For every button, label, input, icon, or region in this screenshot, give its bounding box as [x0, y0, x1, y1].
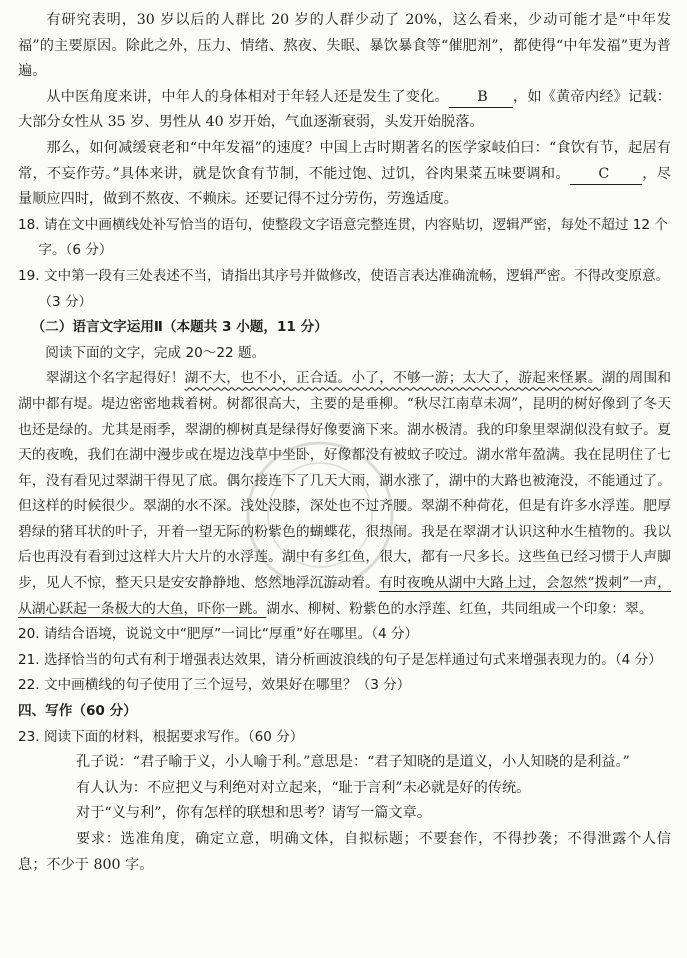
material-confucius-quote: 孔子说：“君子喻于义，小人喻于利。”意思是：“君子知晓的是道义，小人知晓的是利益。” — [76, 754, 630, 771]
blank-b: B — [449, 87, 513, 108]
paragraph-3-text-a: 那么，如何减缓衰老和“中年发福”的速度？中国上古时期著名的医学家岐伯曰：“食饮有节，起居有常，不妄作劳。”具体来讲，就是饮食有节制，不能过饱、过饥，谷肉果菜五味要调和。 — [18, 139, 671, 182]
paragraph-2-text-b: ，如《黄帝内经》记载：大部分女性从 35 岁、男性从 40 岁开始，气血逐渐衰弱，头发开始脱落。 — [18, 88, 671, 131]
passage-end: 湖水、柳树、粉紫色的水浮莲、红鱼，共同组成一个印象：翠。 — [266, 600, 653, 617]
question-18: 18. 请在文中画横线处补写恰当的语句，使整段文字语意完整连贯，内容贴切，逻辑严密，每处不超过 12 个字。（6 分） — [18, 216, 669, 259]
passage-middle: 湖的周围和湖中都有堤。堤边密密地栽着树。树都很高大，主要的是垂柳。“秋尽江南草未凋”，昆明的树好像到了冬天也还是绿的。尤其是雨季，翠湖的柳树真是绿得好像要滴下来。湖水极清。我的印象里翠湖似没有蚊子。夏天的夜晚，我们在湖中漫步或在堤边浅草中坐卧，好像都没有被蚊子咬过。湖水常年盈满。我在昆明住了七年，没有看见过翠湖干得见了底。偶尔接连下了几天大雨，湖水涨了，湖中的大路也被淹没，不能通过了。但这样的时候很少。翠湖的水不深。浅处没膝，深处也不过齐腰。翠湖不种荷花，但是有许多水浮莲。肥厚碧绿的猪耳状的叶子，开着一望无际的粉紫色的蝴蝶花，很热闹。我是在翠湖才认识这种水生植物的。我以后也再没有看到过这样大片大片的水浮莲。湖中有多红鱼，很大，都有一尺多长。这些鱼已经习惯于人声脚步，见人不惊，整天只是安安静静地、悠然地浮沉游动着。 — [18, 370, 672, 592]
cuihu-passage — [18, 366, 671, 622]
question-20: 20. 请结合语境，说说文中“肥厚”一词比“厚重”好在哪里。（4 分） — [18, 626, 419, 643]
wavy-underlined-sentence: 湖不大，也不小，正合适。小了，不够一游；太大了，游起来怪累。 — [184, 370, 602, 387]
passage-start: 翠湖这个名字起得好！ — [45, 370, 185, 387]
paragraph-2-text-a: 从中医角度来讲，中年人的身体相对于年轻人还是发生了变化。 — [46, 88, 449, 105]
section-4-title: 四、写作（60 分） — [18, 703, 137, 720]
paragraph-2 — [18, 85, 671, 136]
question-19: 19. 文中第一段有三处表述不当，请指出其序号并做修改，使语言表达准确流畅，逻辑严密。不得改变原意。（3 分） — [18, 267, 670, 310]
material-opinion: 有人认为：不应把义与利绝对对立起来，“耻于言利”未必就是好的传统。 — [76, 779, 531, 796]
instruction-20-22: 阅读下面的文字，完成 20～22 题。 — [45, 344, 266, 361]
paragraph-1: 有研究表明，30 岁以后的人群比 20 岁的人群少动了 20%，这么看来，少动可能才是“中年发福”的主要原因。除此之外，压力、情绪、熬夜、失眠、暴饮暴食等“催肥剂”，都使得“中年发福”更为普遍。 — [18, 12, 671, 80]
section-2-title: （二）语言文字运用Ⅱ（本题共 3 小题，11 分） — [31, 319, 328, 336]
paragraph-3-text-b: ，尽量顺应四时，做到不熬夜、不赖床。还要记得不过分劳伤，劳逸适度。 — [18, 165, 671, 208]
question-22: 22. 文中画横线的句子使用了三个逗号，效果好在哪里？（3 分） — [18, 677, 411, 694]
question-21: 21. 选择恰当的句式有利于增强表达效果，请分析画波浪线的句子是怎样通过句式来增强表现力的。（4 分） — [18, 651, 662, 668]
paragraph-3 — [18, 136, 671, 213]
underlined-sentence: 有时夜晚从湖中大路上过，会忽然“拨刺”一声，从湖心跃起一条极大的大鱼，吓你一跳。 — [18, 575, 671, 617]
question-23: 23. 阅读下面的材料，根据要求写作。（60 分） — [18, 728, 304, 745]
material-prompt: 对于“义与利”，你有怎样的联想和思考？请写一篇文章。 — [76, 805, 432, 822]
blank-c: C — [570, 164, 642, 185]
writing-requirements: 要求：选准角度，确定立意，明确文体，自拟标题；不要套作，不得抄袭；不得泄露个人信息；不少于 800 字。 — [18, 831, 671, 873]
